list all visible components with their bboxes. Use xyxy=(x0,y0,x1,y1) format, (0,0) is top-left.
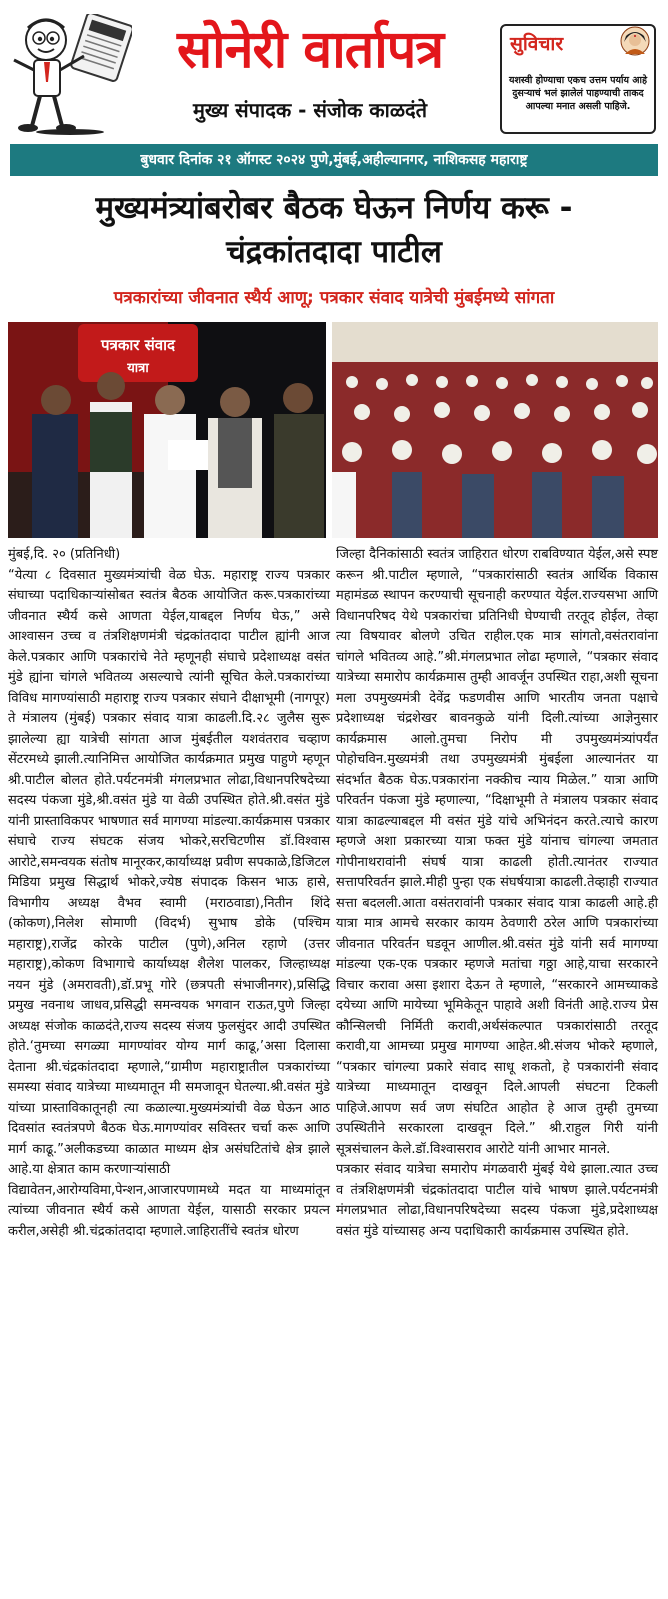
thought-text: यशस्वी होण्याचा एकच उत्तम पर्याय आहे दुसऱ्याचं भलं झालेलं पाहण्याची ताकद आपल्या मनात असली पाहिजे. xyxy=(508,75,648,112)
article-subheadline: पत्रकारांच्या जीवनात स्थैर्य आणू; पत्रकार संवाद यात्रेची मुंबईमध्ये सांगता xyxy=(113,288,555,308)
thought-title: सुविचार xyxy=(510,33,564,55)
article-headline xyxy=(10,186,658,274)
newspaper-title: सोनेरी वार्तापत्र xyxy=(176,19,444,80)
headline-line-1: मुख्यमंत्र्यांबरोबर बैठक घेऊन निर्णय करू - xyxy=(95,190,573,226)
banner-text: पत्रकार संवाद xyxy=(101,336,175,354)
thought-of-day-box xyxy=(500,24,656,134)
masthead xyxy=(0,0,668,140)
woman-portrait-icon xyxy=(620,26,650,56)
article-column-left xyxy=(8,545,330,1242)
article-paragraph: जिल्हा दैनिकांसाठी स्वतंत्र जाहिरात धोरण राबविण्यात येईल,असे स्पष्ट करून श्री.पाटील म्हणाले, “पत्रकारांसाठी स्वतंत्र आर्थिक विकास महामंडळ स्थापन करण्याची सूचनाही करण्यात येईल.राज्यसभा आणि विधानपरिषद येथे पत्रकारांचा प्रतिनिधी घेण्याची तरतूद होईल, तेव्हा त्या विषयावर बोलणे उचित राहील.एक मात्र सांगतो,वसंतरावांना चांगले भवितव्य आहे.”श्री.मंगलप्रभात लोढा म्हणाले, “पत्रकार संवाद यात्रेच्या समारोप कार्यक्रमास तुम्ही आवर्जून उपस्थित राहा,अशी सूचना मला उपमुख्यमंत्री देवेंद्र फडणवीस आणि भारतीय जनता पक्षाचे प्रदेशाध्यक्ष चंद्रशेखर बावनकुळे यांनी दिली.त्यांच्या आज्ञेनुसार कार्यक्रमास आलो.तुमचा निरोप मी उपमुख्यमंत्र्यांपर्यंत पोहोचविन.मुख्यमंत्री तथा उपमुख्यमंत्री मुंबईला आल्यानंतर या संदर्भात बैठक घेऊ.पत्रकारांना नक्कीच न्याय मिळेल.” यात्रा आणि परिवर्तन पंकजा मुंडे म्हणाल्या, “दिक्षाभूमी ते मंत्रालय पत्रकार संवाद यात्रा काढल्याबद्दल मी वसंत मुंडे यांचे अभिनंदन करते.त्याचे कारण म्हणजे अशा प्रकारच्या यात्रा फक्त मुंडे यांनाच चांगल्या जमतात गोपीनाथरावांनी संघर्ष यात्रा काढली होती.त्यानंतर राज्यात सत्तापरिवर्तन झाले.मीही पुन्हा एक संघर्षयात्रा काढली.तेव्हाही राज्यात सत्ता बदलली.आता वसंतरावांनी पत्रकार संवाद यात्रा काढली आहे.ही यात्रा मात्र आमचे सरकार कायम ठेवणारी ठरेल आणि पत्रकारांच्या जीवनात परिवर्तन घडवून आणील.श्री.वसंत मुंडे यांनी सर्व मागण्या मांडल्या एक-एक पत्रकार म्हणजे मतांचा गठ्ठा आहे,याचा सरकारने विचार करावा असा इशारा देऊन ते म्हणाले, “सरकारने आमच्याकडे दयेच्या आणि मायेच्या भूमिकेतून पाहावे अशी विनंती आहे.राज्य प्रेस कौन्सिलची निर्मिती करावी,अर्थसंकल्पात पत्रकारांसाठी तरतूद करावी,या आमच्या प्रमुख मागण्या आहेत.श्री.संजय भोकरे म्हणाले, “पत्रकार चांगल्या प्रकारे संवाद साधू शकतो, हे पत्रकारांनी संवाद यात्रेच्या माध्यमातून दाखवून दिले.आपली संघटना टिकली पाहिजे.आपण सर्व जण संघटित आहोत हे आज तुम्ही तुमच्या उपस्थितीने सरकारला दाखवून दिले.” श्री.राहुल गिरी यांनी सूत्रसंचालन केले.डॉ.विश्वासराव आरोटे यांनी आभार मानले. xyxy=(336,547,658,1157)
article-paragraph: “येत्या ८ दिवसात मुख्यमंत्र्यांची वेळ घेऊ. महाराष्ट्र राज्य पत्रकार संघाच्या पदाधिकाऱ्यांसोबत स्वतंत्र बैठक आयोजित करू.पत्रकारांच्या जीवनात स्थैर्य कसे आणता येईल,याबद्दल निर्णय घेऊ,” असे आश्वासन उच्च व तंत्रशिक्षणमंत्री चंद्रकांतदादा पाटील ह्यांनी आज केले.पत्रकार आणि पत्रकारांचे नेते म्हणूनही संघाचे प्रदेशाध्यक्ष वसंत मुंडे ह्यांना चांगले भवितव्य असल्याचे त्यांनी सूचित केले.पत्रकारांच्या विविध मागण्यांसाठी महाराष्ट्र राज्य पत्रकार संघाने दीक्षाभूमी (नागपूर) ते मंत्रालय (मुंबई) पत्रकार संवाद यात्रा काढली.दि.२८ जुलैस सुरू झालेल्या ह्या यात्रेची सांगता आज मुंबईतील यशवंतराव चव्हाण सेंटरमध्ये झाली.त्यानिमित्त आयोजित कार्यक्रमात प्रमुख पाहुणे म्हणून श्री.पाटील बोलत होते.पर्यटनमंत्री मंगलप्रभात लोढा,विधानपरिषदेच्या सदस्य पंकजा मुंडे,श्री.वसंत मुंडे या वेळी उपस्थित होते.श्री.वसंत मुंडे यांनी प्रास्ताविकपर भाषणात सर्व मागण्या मांडल्या.कार्यक्रमास पत्रकार संघाचे राज्य संघटक संजय भोकरे,सरचिटणीस डॉ.विश्वास आरोटे,समन्वयक संतोष मानूरकर,कार्याध्यक्ष प्रवीण सपकाळे,डिजिटल मिडिया प्रमुख सिद्धार्थ भोकरे,ज्येष्ठ संपादक किसन भाऊ हासे, विभागीय अध्यक्ष वैभव स्वामी (मराठवाडा),नितीन शिंदे (कोकण),निलेश सोमाणी (विदर्भ) सुभाष डोके (पश्चिम महाराष्ट्र),राजेंद्र कोरके पाटील (पुणे),अनिल रहाणे (उत्तर महाराष्ट्र),कोकण विभागाचे कार्याध्यक्ष शैलेश पालकर, जिल्हाध्यक्ष नयन मुंडे (अमरावती),डॉ.प्रभू गोरे (छत्रपती संभाजीनगर),प्रसिद्धि प्रमुख नवनाथ जाधव,प्रसिद्धी समन्वयक भगवान राऊत,पुणे जिल्हा अध्यक्ष संजोक काळदंते,राज्य सदस्य संजय फुलसुंदर आदी उपस्थित होते.‘तुमच्या सगळ्या मागण्यांवर योग्य मार्ग काढू,’असा दिलासा देताना श्री.चंद्रकांतदादा म्हणाले,“ग्रामीण महाराष्ट्रातील पत्रकारांच्या समस्या संवाद यात्रेच्या माध्यमातून मी समजावून घेतल्या.श्री.वसंत मुंडे यांच्या प्रास्ताविकातूनही त्या कळाल्या.मुख्यमंत्र्यांची वेळ घेऊन आठ दिवसांत स्वतंत्रपणे बैठक घेऊ.मागण्यांवर सविस्तर चर्चा करू आणि मार्ग काढू.”अलीकडच्या काळात माध्यम क्षेत्र असंघटितांचे क्षेत्र झाले आहे.या क्षेत्रात काम करणाऱ्यांसाठी xyxy=(8,567,330,1177)
dateline-band: बुधवार दिनांक २१ ऑगस्ट २०२४ पुणे,मुंबई,अहील्यानगर, नाशिकसह महाराष्ट्र xyxy=(10,144,658,176)
newspaper-man-mascot-icon xyxy=(8,14,132,136)
audience-hall-photo xyxy=(332,322,658,538)
chief-editor-line: मुख्य संपादक - संजोक काळदंते xyxy=(192,98,428,122)
article-paragraph: पत्रकार संवाद यात्रेचा समारोप मंगळवारी मुंबई येथे झाला.त्यात उच्च व तंत्रशिक्षणमंत्री चंद्रकांतदादा पाटील यांचे भाषण झाले.पर्यटनमंत्री मंगलप्रभात लोढा,विधानपरिषदेच्या सदस्य पंकजा मुंडे,प्रदेशाध्यक्ष वसंत मुंडे यांच्यासह अन्य पदाधिकारी कार्यक्रमास उपस्थित होते. xyxy=(336,1162,658,1239)
article-column-right xyxy=(336,545,658,1242)
headline-line-2: चंद्रकांतदादा पाटील xyxy=(226,234,442,270)
dateline-byline: मुंबई,दि. २० (प्रतिनिधी) xyxy=(8,547,121,562)
article-paragraph: विद्यावेतन,आरोग्यविमा,पेन्शन,आजारपणामध्ये मदत या माध्यमांतून त्यांच्या जीवनात स्थैर्य कसे आणता येईल, यासाठी सरकार प्रयत्न करील,असेही श्री.चंद्रकांतदादा म्हणाले.जाहिरातींचे स्वतंत्र धोरण xyxy=(8,1182,330,1239)
stage-felicitation-photo xyxy=(8,322,326,538)
banner-text-2: यात्रा xyxy=(127,361,149,376)
